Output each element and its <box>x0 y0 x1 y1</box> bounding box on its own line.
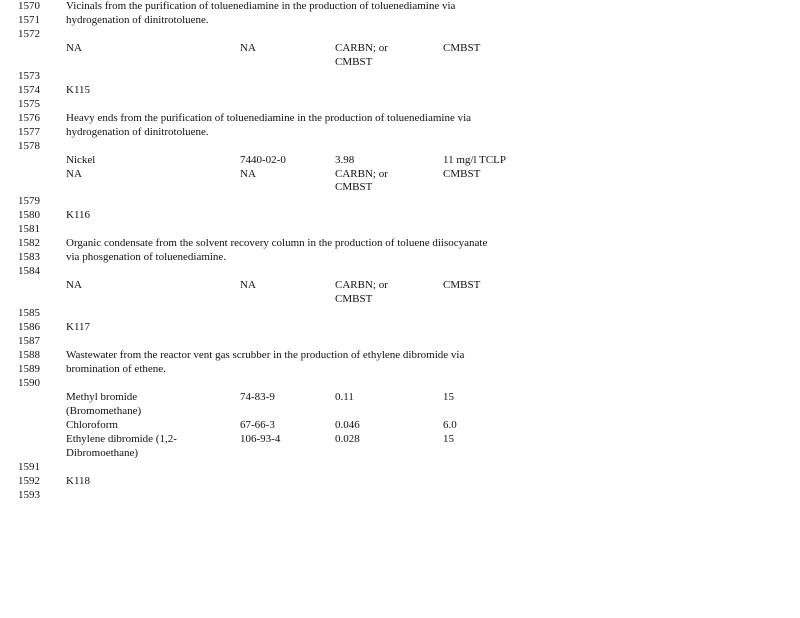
cas-number: NA <box>240 42 256 54</box>
line-number: 1587 <box>18 335 40 347</box>
wastewater-standard: 0.046 <box>335 419 360 431</box>
constituent-name: NA <box>66 42 82 54</box>
line-number: 1589 <box>18 363 40 375</box>
wastewater-standard: CARBN; or <box>335 279 388 291</box>
waste-description: hydrogenation of dinitrotoluene. <box>66 14 209 26</box>
constituent-name: Methyl bromide <box>66 391 138 403</box>
nonwastewater-standard: CMBST <box>443 279 481 291</box>
line-number: 1585 <box>18 307 40 319</box>
cas-number: 67-66-3 <box>240 419 275 431</box>
constituent-name: Dibromoethane) <box>66 447 139 459</box>
waste-description: via phosgenation of toluenediamine. <box>66 251 227 263</box>
line-number: 1572 <box>18 28 40 40</box>
waste-code: K118 <box>66 475 91 487</box>
waste-code: K116 <box>66 209 91 221</box>
line-number: 1581 <box>18 223 40 235</box>
line-number: 1580 <box>18 209 40 221</box>
line-number: 1590 <box>18 377 40 389</box>
nonwastewater-standard: 15 <box>443 433 454 445</box>
waste-description: hydrogenation of dinitrotoluene. <box>66 126 209 138</box>
line-number: 1576 <box>18 112 40 124</box>
wastewater-standard: CMBST <box>335 293 373 305</box>
cas-number: 7440-02-0 <box>240 154 286 166</box>
waste-code: K117 <box>66 321 91 333</box>
line-number: 1591 <box>18 461 40 473</box>
cas-number: 106-93-4 <box>240 433 281 445</box>
line-number: 1577 <box>18 126 40 138</box>
wastewater-standard: CARBN; or <box>335 42 388 54</box>
wastewater-standard: 3.98 <box>335 154 355 166</box>
line-number: 1588 <box>18 349 40 361</box>
waste-code: K115 <box>66 84 91 96</box>
nonwastewater-standard: 15 <box>443 391 454 403</box>
line-number: 1570 <box>18 0 40 12</box>
line-number: 1586 <box>18 321 40 333</box>
line-number: 1578 <box>18 140 40 152</box>
waste-description: Heavy ends from the purification of toluenediamine in the production of toluenediamine via <box>66 112 472 124</box>
wastewater-standard: CMBST <box>335 181 373 193</box>
cas-number: 74-83-9 <box>240 391 275 403</box>
constituent-name: (Bromomethane) <box>66 405 142 417</box>
nonwastewater-standard: CMBST <box>443 42 481 54</box>
waste-description: bromination of ethene. <box>66 363 166 375</box>
line-number: 1584 <box>18 265 40 277</box>
line-number: 1579 <box>18 195 40 207</box>
constituent-name: Chloroform <box>66 419 118 431</box>
wastewater-standard: CARBN; or <box>335 168 388 180</box>
line-number: 1571 <box>18 14 40 26</box>
nonwastewater-standard: CMBST <box>443 168 481 180</box>
waste-description: Organic condensate from the solvent recovery column in the production of toluene diisocyanate <box>66 237 488 249</box>
wastewater-standard: 0.11 <box>335 391 354 403</box>
constituent-name: NA <box>66 279 82 291</box>
wastewater-standard: 0.028 <box>335 433 360 445</box>
constituent-name: NA <box>66 168 82 180</box>
constituent-name: Ethylene dibromide (1,2- <box>66 433 177 445</box>
nonwastewater-standard: 6.0 <box>443 419 457 431</box>
cas-number: NA <box>240 279 256 291</box>
line-number: 1574 <box>18 84 40 96</box>
line-number: 1575 <box>18 98 40 110</box>
constituent-name: Nickel <box>66 154 96 166</box>
waste-description: Vicinals from the purification of toluenediamine in the production of toluenediamine via <box>66 0 456 12</box>
nonwastewater-standard: 11 mg/l TCLP <box>443 154 506 166</box>
line-number: 1583 <box>18 251 40 263</box>
cas-number: NA <box>240 168 256 180</box>
line-number: 1592 <box>18 475 40 487</box>
line-number: 1573 <box>18 70 40 82</box>
wastewater-standard: CMBST <box>335 56 373 68</box>
line-number: 1582 <box>18 237 40 249</box>
line-number: 1593 <box>18 489 40 501</box>
waste-description: Wastewater from the reactor vent gas scrubber in the production of ethylene dibromide via <box>66 349 465 361</box>
